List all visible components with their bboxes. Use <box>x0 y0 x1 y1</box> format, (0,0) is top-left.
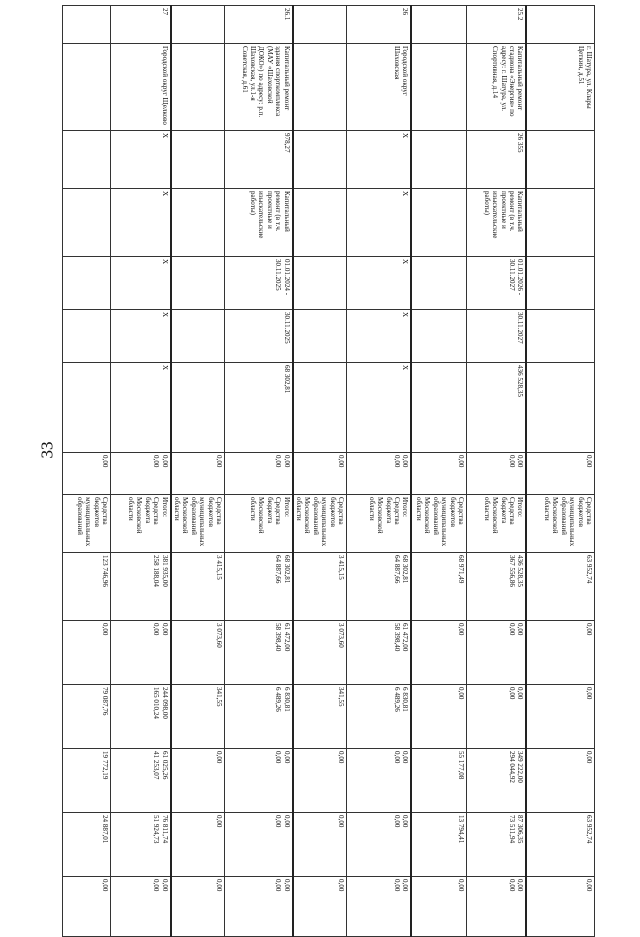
cell-y2026: 0,00 0,00 <box>347 749 412 813</box>
cell-financing-total: 68 302,81 64 887,66 <box>225 553 293 621</box>
cell-funded-prior: 0,00 0,00 <box>111 453 171 495</box>
cell-y2027: 24 887,01 <box>63 813 111 877</box>
cell-y2026: 0,00 0,00 <box>225 749 293 813</box>
cell-capacity <box>293 131 347 189</box>
cell-work-type <box>412 189 467 257</box>
cell-source: Средства бюджетов муниципальных образований Московской области <box>412 495 467 553</box>
cell-y2024: 3 073,60 <box>171 621 225 685</box>
table-row <box>225 6 293 937</box>
table-row <box>347 6 412 937</box>
cell-work-type <box>293 189 347 257</box>
cell-no <box>412 6 467 44</box>
cell-source: Средства бюджетов муниципальных образований Московской области <box>527 495 595 553</box>
cell-work-type <box>63 189 111 257</box>
cell-total-cost <box>171 363 225 453</box>
cell-object <box>63 44 111 131</box>
cell-period: 01.01.2024 - 30.11.2025 <box>225 257 293 310</box>
cell-y2025: 244 098,00 165 010,24 <box>111 685 171 749</box>
cell-work-type: Х <box>111 189 171 257</box>
cell-source: Средства бюджетов муниципальных образований Московской области <box>171 495 225 553</box>
cell-y2025: 0,00 <box>412 685 467 749</box>
cell-financing-total: 381 935,00 258 188,04 <box>111 553 171 621</box>
cell-funded-prior: 0,00 <box>527 453 595 495</box>
cell-period: Х <box>347 257 412 310</box>
cell-capacity <box>527 131 595 189</box>
cell-period <box>293 257 347 310</box>
cell-object <box>412 44 467 131</box>
cell-no: 26.1 <box>225 6 293 44</box>
cell-y2027: 0,00 0,00 <box>347 813 412 877</box>
cell-no <box>63 6 111 44</box>
cell-financing-total: 3 415,15 <box>293 553 347 621</box>
cell-y2025: 79 087,76 <box>63 685 111 749</box>
cell-period <box>63 257 111 310</box>
cell-completion-date: Х <box>347 310 412 363</box>
cell-no: 26 <box>347 6 412 44</box>
table-row <box>63 6 111 937</box>
cell-object: Капитальный ремонт здания спорткомплекса (МАУ «Шаховской ДОКО») по адресу: р.п. Шаховская, ул.1-я Советская, д.61 <box>225 44 293 131</box>
cell-y2027: 0,00 <box>293 813 347 877</box>
cell-no: 25.2 <box>467 6 527 44</box>
cell-source: Итого: Средства бюджета Московской области <box>225 495 293 553</box>
cell-y2027: 76 811,74 51 924,73 <box>111 813 171 877</box>
cell-y2026: 61 025,26 41 253,07 <box>111 749 171 813</box>
cell-y2024: 61 472,00 58 398,40 <box>225 621 293 685</box>
cell-remaining: 0,00 <box>171 877 225 937</box>
cell-object <box>171 44 225 131</box>
cell-y2026: 19 772,19 <box>63 749 111 813</box>
cell-total-cost: 68 302,81 <box>225 363 293 453</box>
cell-funded-prior: 0,00 <box>63 453 111 495</box>
cell-y2025: 341,55 <box>293 685 347 749</box>
cell-no <box>293 6 347 44</box>
cell-completion-date: 30.11.2025 <box>225 310 293 363</box>
cell-funded-prior: 0,00 <box>171 453 225 495</box>
cell-source: Итого: Средства бюджета Московской области <box>347 495 412 553</box>
cell-y2026: 55 177,08 <box>412 749 467 813</box>
table-row <box>527 6 595 937</box>
cell-total-cost: Х <box>111 363 171 453</box>
cell-no <box>171 6 225 44</box>
cell-source: Итого: Средства бюджета Московской области <box>111 495 171 553</box>
cell-y2026: 0,00 <box>527 749 595 813</box>
cell-financing-total: 3 415,15 <box>171 553 225 621</box>
cell-financing-total: 123 746,96 <box>63 553 111 621</box>
financing-table <box>62 5 595 937</box>
cell-remaining: 0,00 <box>293 877 347 937</box>
cell-y2026: 0,00 <box>293 749 347 813</box>
cell-remaining: 0,00 0,00 <box>347 877 412 937</box>
cell-y2026: 0,00 <box>171 749 225 813</box>
cell-total-cost <box>412 363 467 453</box>
cell-funded-prior: 0,00 0,00 <box>347 453 412 495</box>
cell-completion-date <box>293 310 347 363</box>
cell-remaining: 0,00 <box>412 877 467 937</box>
cell-financing-total: 68 971,49 <box>412 553 467 621</box>
table-row <box>293 6 347 937</box>
cell-y2025: 0,00 0,00 <box>467 685 527 749</box>
cell-source: Средства бюджетов муниципальных образований <box>63 495 111 553</box>
cell-capacity <box>63 131 111 189</box>
cell-y2027: 0,00 0,00 <box>225 813 293 877</box>
table-row <box>467 6 527 937</box>
table-body <box>63 6 595 937</box>
cell-capacity: 26 355 <box>467 131 527 189</box>
cell-completion-date <box>171 310 225 363</box>
cell-total-cost <box>293 363 347 453</box>
cell-total-cost: Х <box>347 363 412 453</box>
cell-y2027: 13 794,41 <box>412 813 467 877</box>
cell-capacity: 978,27 <box>225 131 293 189</box>
cell-period <box>412 257 467 310</box>
cell-y2027: 87 306,35 73 511,94 <box>467 813 527 877</box>
cell-completion-date <box>412 310 467 363</box>
cell-y2024: 0,00 <box>63 621 111 685</box>
cell-work-type <box>527 189 595 257</box>
cell-y2024: 0,00 <box>412 621 467 685</box>
cell-object <box>293 44 347 131</box>
cell-no: 27 <box>111 6 171 44</box>
cell-funded-prior: 0,00 0,00 <box>225 453 293 495</box>
cell-remaining: 0,00 0,00 <box>111 877 171 937</box>
cell-completion-date <box>63 310 111 363</box>
cell-capacity <box>412 131 467 189</box>
cell-remaining: 0,00 <box>527 877 595 937</box>
cell-completion-date <box>527 310 595 363</box>
cell-total-cost: 436 528,35 <box>467 363 527 453</box>
cell-y2024: 0,00 0,00 <box>467 621 527 685</box>
page-number: 33 <box>37 441 57 459</box>
cell-remaining: 0,00 0,00 <box>467 877 527 937</box>
cell-work-type: Капитальный ремонт (в т.ч. проектные и изыскательские работы) <box>467 189 527 257</box>
cell-funded-prior: 0,00 <box>412 453 467 495</box>
cell-y2024: 0,00 0,00 <box>111 621 171 685</box>
cell-period <box>171 257 225 310</box>
cell-source: Итого: Средства бюджета Московской области <box>467 495 527 553</box>
table-row <box>412 6 467 937</box>
cell-total-cost <box>527 363 595 453</box>
cell-work-type <box>171 189 225 257</box>
cell-financing-total: 436 528,35 367 556,86 <box>467 553 527 621</box>
cell-y2025: 341,55 <box>171 685 225 749</box>
cell-object: г. Шатура, ул. Клары Цеткин, д.51 <box>527 44 595 131</box>
cell-object: Городской округ Шаховская <box>347 44 412 131</box>
cell-total-cost <box>63 363 111 453</box>
cell-remaining: 0,00 0,00 <box>225 877 293 937</box>
cell-object: Капитальный ремонт стадиона «Энергия» по адресу: г. Шатура, ул. Спортивная, д.14 <box>467 44 527 131</box>
cell-remaining: 0,00 <box>63 877 111 937</box>
cell-financing-total: 63 952,74 <box>527 553 595 621</box>
cell-capacity: Х <box>347 131 412 189</box>
rotated-page <box>20 5 595 900</box>
cell-y2027: 0,00 <box>171 813 225 877</box>
cell-source: Средства бюджетов муниципальных образований Московской области <box>293 495 347 553</box>
table-row <box>171 6 225 937</box>
cell-y2024: 3 073,60 <box>293 621 347 685</box>
cell-financing-total: 68 302,81 64 887,66 <box>347 553 412 621</box>
cell-completion-date: 30.11.2027 <box>467 310 527 363</box>
cell-y2026: 349 222,00 294 044,92 <box>467 749 527 813</box>
cell-period: Х <box>111 257 171 310</box>
cell-funded-prior: 0,00 0,00 <box>467 453 527 495</box>
table-row <box>111 6 171 937</box>
cell-object: Городской округ Щелково <box>111 44 171 131</box>
cell-y2025: 6 830,81 6 489,26 <box>347 685 412 749</box>
cell-no <box>527 6 595 44</box>
cell-capacity <box>171 131 225 189</box>
cell-y2025: 6 830,81 6 489,26 <box>225 685 293 749</box>
cell-y2024: 0,00 <box>527 621 595 685</box>
cell-period <box>527 257 595 310</box>
cell-period: 01.01.2026 - 30.11.2027 <box>467 257 527 310</box>
cell-y2024: 61 472,00 58 398,40 <box>347 621 412 685</box>
cell-capacity: Х <box>111 131 171 189</box>
cell-work-type: Капитальный ремонт (в т.ч. проектные и изыскательские работы) <box>225 189 293 257</box>
cell-funded-prior: 0,00 <box>293 453 347 495</box>
cell-completion-date: Х <box>111 310 171 363</box>
cell-y2027: 63 952,74 <box>527 813 595 877</box>
cell-y2025: 0,00 <box>527 685 595 749</box>
cell-work-type: Х <box>347 189 412 257</box>
